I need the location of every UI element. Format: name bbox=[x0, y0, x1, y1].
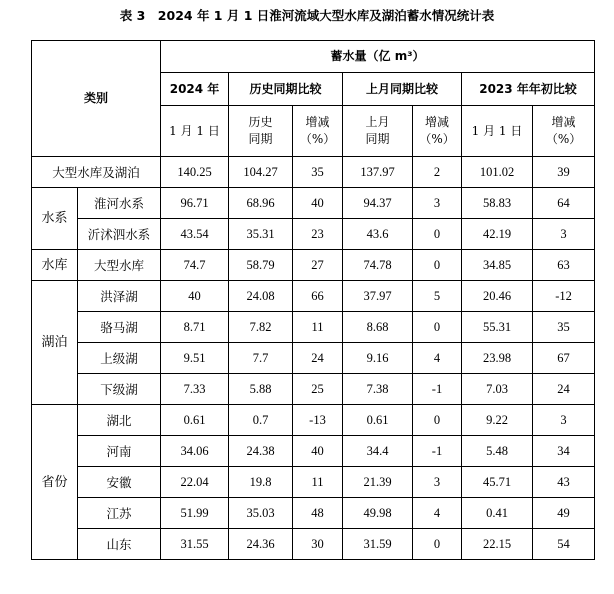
cell-value: 7.33 bbox=[161, 374, 229, 405]
header-sub: 增减 （%） bbox=[293, 106, 343, 157]
cell-value: 3 bbox=[413, 188, 462, 219]
row-label: 江苏 bbox=[78, 498, 161, 529]
row-label: 下级湖 bbox=[78, 374, 161, 405]
cell-value: 3 bbox=[533, 219, 595, 250]
cell-value: 24 bbox=[293, 343, 343, 374]
cell-value: 0.61 bbox=[343, 405, 413, 436]
cell-value: 49.98 bbox=[343, 498, 413, 529]
cell-value: 140.25 bbox=[161, 157, 229, 188]
header-sub: 上月 同期 bbox=[343, 106, 413, 157]
row-label: 淮河水系 bbox=[78, 188, 161, 219]
cell-value: 24.08 bbox=[229, 281, 293, 312]
header-group: 2023 年年初比较 bbox=[462, 73, 595, 106]
cell-value: 30 bbox=[293, 529, 343, 560]
cell-value: 58.83 bbox=[462, 188, 533, 219]
cell-value: 35 bbox=[293, 157, 343, 188]
row-group-label: 水系 bbox=[32, 188, 78, 250]
cell-value: 7.82 bbox=[229, 312, 293, 343]
cell-value: 24.38 bbox=[229, 436, 293, 467]
cell-value: 67 bbox=[533, 343, 595, 374]
row-label: 上级湖 bbox=[78, 343, 161, 374]
cell-value: 24.36 bbox=[229, 529, 293, 560]
cell-value: 35.03 bbox=[229, 498, 293, 529]
cell-value: 22.15 bbox=[462, 529, 533, 560]
cell-value: 40 bbox=[161, 281, 229, 312]
cell-value: 40 bbox=[293, 436, 343, 467]
header-sub: 增减 （%） bbox=[413, 106, 462, 157]
cell-value: 24 bbox=[533, 374, 595, 405]
cell-value: 63 bbox=[533, 250, 595, 281]
cell-value: -12 bbox=[533, 281, 595, 312]
cell-value: 35 bbox=[533, 312, 595, 343]
cell-value: 5 bbox=[413, 281, 462, 312]
cell-value: 7.7 bbox=[229, 343, 293, 374]
cell-value: 25 bbox=[293, 374, 343, 405]
cell-value: 5.88 bbox=[229, 374, 293, 405]
cell-value: 3 bbox=[413, 467, 462, 498]
cell-value: 54 bbox=[533, 529, 595, 560]
cell-value: 5.48 bbox=[462, 436, 533, 467]
cell-value: 45.71 bbox=[462, 467, 533, 498]
table-row bbox=[32, 281, 595, 312]
table-row bbox=[32, 219, 595, 250]
header-sub: 增减 （%） bbox=[533, 106, 595, 157]
cell-value: 11 bbox=[293, 312, 343, 343]
table-caption: 表 3 2024 年 1 月 1 日淮河流域大型水库及湖泊蓄水情况统计表 bbox=[119, 8, 495, 23]
table-row bbox=[32, 498, 595, 529]
cell-value: 2 bbox=[413, 157, 462, 188]
cell-value: 96.71 bbox=[161, 188, 229, 219]
cell-value: 9.22 bbox=[462, 405, 533, 436]
cell-value: 0.7 bbox=[229, 405, 293, 436]
cell-value: 34 bbox=[533, 436, 595, 467]
header-sub: 历史 同期 bbox=[229, 106, 293, 157]
row-label: 安徽 bbox=[78, 467, 161, 498]
cell-value: 8.71 bbox=[161, 312, 229, 343]
cell-value: 8.68 bbox=[343, 312, 413, 343]
cell-value: 22.04 bbox=[161, 467, 229, 498]
cell-value: 104.27 bbox=[229, 157, 293, 188]
table-row bbox=[32, 343, 595, 374]
table-row bbox=[32, 405, 595, 436]
cell-value: 7.03 bbox=[462, 374, 533, 405]
header-group: 历史同期比较 bbox=[229, 73, 343, 106]
table-row bbox=[32, 312, 595, 343]
cell-value: 43.6 bbox=[343, 219, 413, 250]
table-row bbox=[32, 374, 595, 405]
table-row bbox=[32, 529, 595, 560]
cell-value: 94.37 bbox=[343, 188, 413, 219]
cell-value: 21.39 bbox=[343, 467, 413, 498]
row-label: 洪泽湖 bbox=[78, 281, 161, 312]
cell-value: 39 bbox=[533, 157, 595, 188]
row-label: 骆马湖 bbox=[78, 312, 161, 343]
cell-value: 7.38 bbox=[343, 374, 413, 405]
cell-value: 43 bbox=[533, 467, 595, 498]
table-row bbox=[32, 188, 595, 219]
cell-value: 0.41 bbox=[462, 498, 533, 529]
cell-value: 35.31 bbox=[229, 219, 293, 250]
cell-value: 101.02 bbox=[462, 157, 533, 188]
row-label: 大型水库及湖泊 bbox=[32, 157, 161, 188]
cell-value: 74.78 bbox=[343, 250, 413, 281]
cell-value: 64 bbox=[533, 188, 595, 219]
cell-value: 55.31 bbox=[462, 312, 533, 343]
cell-value: 4 bbox=[413, 343, 462, 374]
cell-value: 19.8 bbox=[229, 467, 293, 498]
cell-value: 40 bbox=[293, 188, 343, 219]
cell-value: 0 bbox=[413, 250, 462, 281]
row-group-label: 水库 bbox=[32, 250, 78, 281]
cell-value: -1 bbox=[413, 374, 462, 405]
header-sub: 1 月 1 日 bbox=[462, 106, 533, 157]
cell-value: 137.97 bbox=[343, 157, 413, 188]
cell-value: 68.96 bbox=[229, 188, 293, 219]
row-label: 湖北 bbox=[78, 405, 161, 436]
cell-value: 23.98 bbox=[462, 343, 533, 374]
reservoir-storage-table bbox=[31, 40, 595, 560]
cell-value: 9.16 bbox=[343, 343, 413, 374]
cell-value: -1 bbox=[413, 436, 462, 467]
cell-value: 4 bbox=[413, 498, 462, 529]
cell-value: 43.54 bbox=[161, 219, 229, 250]
header-row-1 bbox=[32, 41, 595, 73]
cell-value: 48 bbox=[293, 498, 343, 529]
cell-value: 37.97 bbox=[343, 281, 413, 312]
header-group: 上月同期比较 bbox=[343, 73, 462, 106]
table-row-total bbox=[32, 157, 595, 188]
cell-value: 51.99 bbox=[161, 498, 229, 529]
row-group-label: 湖泊 bbox=[32, 281, 78, 405]
row-label: 河南 bbox=[78, 436, 161, 467]
cell-value: 34.06 bbox=[161, 436, 229, 467]
table-row bbox=[32, 436, 595, 467]
header-sub: 1 月 1 日 bbox=[161, 106, 229, 157]
header-group: 2024 年 bbox=[161, 73, 229, 106]
cell-value: 42.19 bbox=[462, 219, 533, 250]
row-label: 沂沭泗水系 bbox=[78, 219, 161, 250]
cell-value: 74.7 bbox=[161, 250, 229, 281]
header-storage: 蓄水量（亿 m³） bbox=[161, 41, 595, 73]
cell-value: 20.46 bbox=[462, 281, 533, 312]
row-label: 大型水库 bbox=[78, 250, 161, 281]
cell-value: 0.61 bbox=[161, 405, 229, 436]
cell-value: 31.55 bbox=[161, 529, 229, 560]
cell-value: 27 bbox=[293, 250, 343, 281]
cell-value: 31.59 bbox=[343, 529, 413, 560]
cell-value: 9.51 bbox=[161, 343, 229, 374]
row-group-label: 省份 bbox=[32, 405, 78, 560]
header-category: 类别 bbox=[32, 41, 161, 157]
table-body bbox=[32, 157, 595, 560]
cell-value: 34.85 bbox=[462, 250, 533, 281]
cell-value: 0 bbox=[413, 405, 462, 436]
cell-value: 0 bbox=[413, 312, 462, 343]
cell-value: 3 bbox=[533, 405, 595, 436]
cell-value: 0 bbox=[413, 219, 462, 250]
cell-value: 49 bbox=[533, 498, 595, 529]
cell-value: 11 bbox=[293, 467, 343, 498]
table-row bbox=[32, 250, 595, 281]
cell-value: 23 bbox=[293, 219, 343, 250]
cell-value: 66 bbox=[293, 281, 343, 312]
cell-value: -13 bbox=[293, 405, 343, 436]
row-label: 山东 bbox=[78, 529, 161, 560]
cell-value: 34.4 bbox=[343, 436, 413, 467]
cell-value: 0 bbox=[413, 529, 462, 560]
cell-value: 58.79 bbox=[229, 250, 293, 281]
table-row bbox=[32, 467, 595, 498]
